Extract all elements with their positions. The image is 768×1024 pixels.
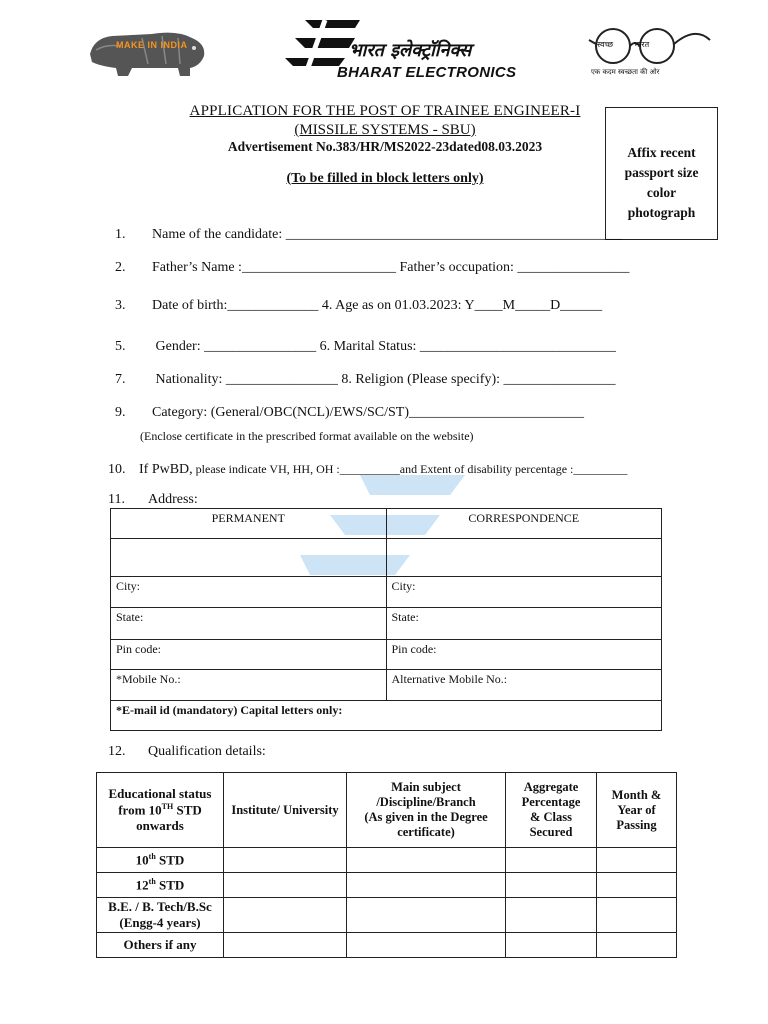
field-category[interactable]: 9. Category: (General/OBC(NCL)/EWS/SC/ST)_________________________ — [115, 405, 585, 420]
cell-input[interactable] — [597, 933, 677, 958]
row-others-label: Others if any — [97, 933, 224, 958]
field-pwbd[interactable]: 10. If PwBD, please indicate VH, HH, OH :__________and Extent of disability percentage :_________ — [108, 462, 628, 477]
table-row — [97, 898, 677, 933]
row-12th-label: 12th STD — [97, 873, 224, 898]
cell-input[interactable] — [224, 873, 347, 898]
cell-input[interactable] — [347, 898, 506, 933]
photo-line-2: passport size — [624, 165, 699, 180]
cell-input[interactable] — [506, 898, 597, 933]
correspondence-city[interactable]: City: — [386, 577, 662, 608]
row-10th-label: 10th STD — [97, 848, 224, 873]
table-row — [97, 848, 677, 873]
field-gender-marital[interactable]: 5. Gender: ________________ 6. Marital Status: ____________________________ — [115, 339, 616, 354]
field-qualification-label: 12. Qualification details: — [108, 744, 266, 759]
correspondence-pincode[interactable]: Pin code: — [386, 640, 662, 670]
field-dob-age[interactable]: 3. Date of birth:_____________ 4. Age as on 01.03.2023: Y____M_____D______ — [115, 298, 603, 313]
cell-input[interactable] — [224, 848, 347, 873]
mobile-number[interactable]: *Mobile No.: — [111, 670, 387, 701]
table-row — [97, 873, 677, 898]
cell-input[interactable] — [506, 848, 597, 873]
swachh-tagline: एक कदम स्वच्छता की ओर — [591, 68, 660, 76]
cell-input[interactable] — [506, 873, 597, 898]
field-father[interactable]: 2. Father’s Name :______________________ Father’s occupation: ________________ — [115, 260, 630, 275]
correspondence-address-cell[interactable] — [386, 539, 662, 577]
bharat-electronics-logo — [285, 16, 530, 86]
cell-input[interactable] — [347, 848, 506, 873]
permanent-pincode[interactable]: Pin code: — [111, 640, 387, 670]
col-permanent: PERMANENT — [111, 509, 387, 539]
cell-input[interactable] — [347, 873, 506, 898]
header-educational-status: Educational status from 10TH STD onwards — [97, 773, 224, 848]
cell-input[interactable] — [597, 873, 677, 898]
email-field[interactable]: *E-mail id (mandatory) Capital letters only: — [111, 701, 662, 731]
header-institute: Institute/ University — [224, 773, 347, 848]
photograph-box[interactable] — [605, 107, 718, 240]
category-note: (Enclose certificate in the prescribed format available on the website) — [140, 429, 474, 443]
header-aggregate: Aggregate Percentage & Class Secured — [506, 773, 597, 848]
cell-input[interactable] — [224, 898, 347, 933]
make-in-india-text: MAKE IN INDIA — [116, 40, 188, 50]
permanent-city[interactable]: City: — [111, 577, 387, 608]
permanent-address-cell[interactable] — [111, 539, 387, 577]
correspondence-state[interactable]: State: — [386, 608, 662, 640]
field-nationality-religion[interactable]: 7. Nationality: ________________ 8. Religion (Please specify): ________________ — [115, 372, 616, 387]
cell-input[interactable] — [506, 933, 597, 958]
block-letters-instruction: (To be filled in block letters only) — [286, 171, 484, 186]
cell-input[interactable] — [224, 933, 347, 958]
header-main-subject: Main subject /Discipline/Branch (As given in the Degree certificate) — [347, 773, 506, 848]
swachh-bharat-logo — [585, 26, 715, 82]
field-address-label: 11. Address: — [108, 492, 198, 507]
address-table — [110, 508, 662, 731]
bel-english-name: BHARAT ELECTRONICS — [337, 64, 517, 81]
make-in-india-logo — [82, 24, 212, 80]
photo-line-4: photograph — [627, 205, 696, 220]
form-title: APPLICATION FOR THE POST OF TRAINEE ENGINEER-I — [189, 103, 581, 119]
cell-input[interactable] — [347, 933, 506, 958]
col-correspondence: CORRESPONDENCE — [386, 509, 662, 539]
cell-input[interactable] — [597, 848, 677, 873]
cell-input[interactable] — [597, 898, 677, 933]
advertisement-number: Advertisement No.383/HR/MS2022-23dated08.03.2023 — [227, 139, 543, 154]
swachh-text: स्वच्छ भारत — [597, 40, 650, 49]
form-subtitle: (MISSILE SYSTEMS - SBU) — [294, 122, 476, 138]
table-row — [97, 933, 677, 958]
alternative-mobile-number[interactable]: Alternative Mobile No.: — [386, 670, 662, 701]
permanent-state[interactable]: State: — [111, 608, 387, 640]
qualification-table — [96, 772, 677, 958]
photo-line-1: Affix recent — [627, 145, 696, 160]
field-name[interactable]: 1. Name of the candidate: ________________________________________________ — [115, 227, 622, 242]
row-degree-label: B.E. / B. Tech/B.Sc (Engg-4 years) — [97, 898, 224, 933]
header-month-year: Month & Year of Passing — [597, 773, 677, 848]
photo-line-3: color — [646, 185, 677, 200]
bel-hindi-name: भारत इलेक्ट्रॉनिक्स — [349, 40, 472, 61]
